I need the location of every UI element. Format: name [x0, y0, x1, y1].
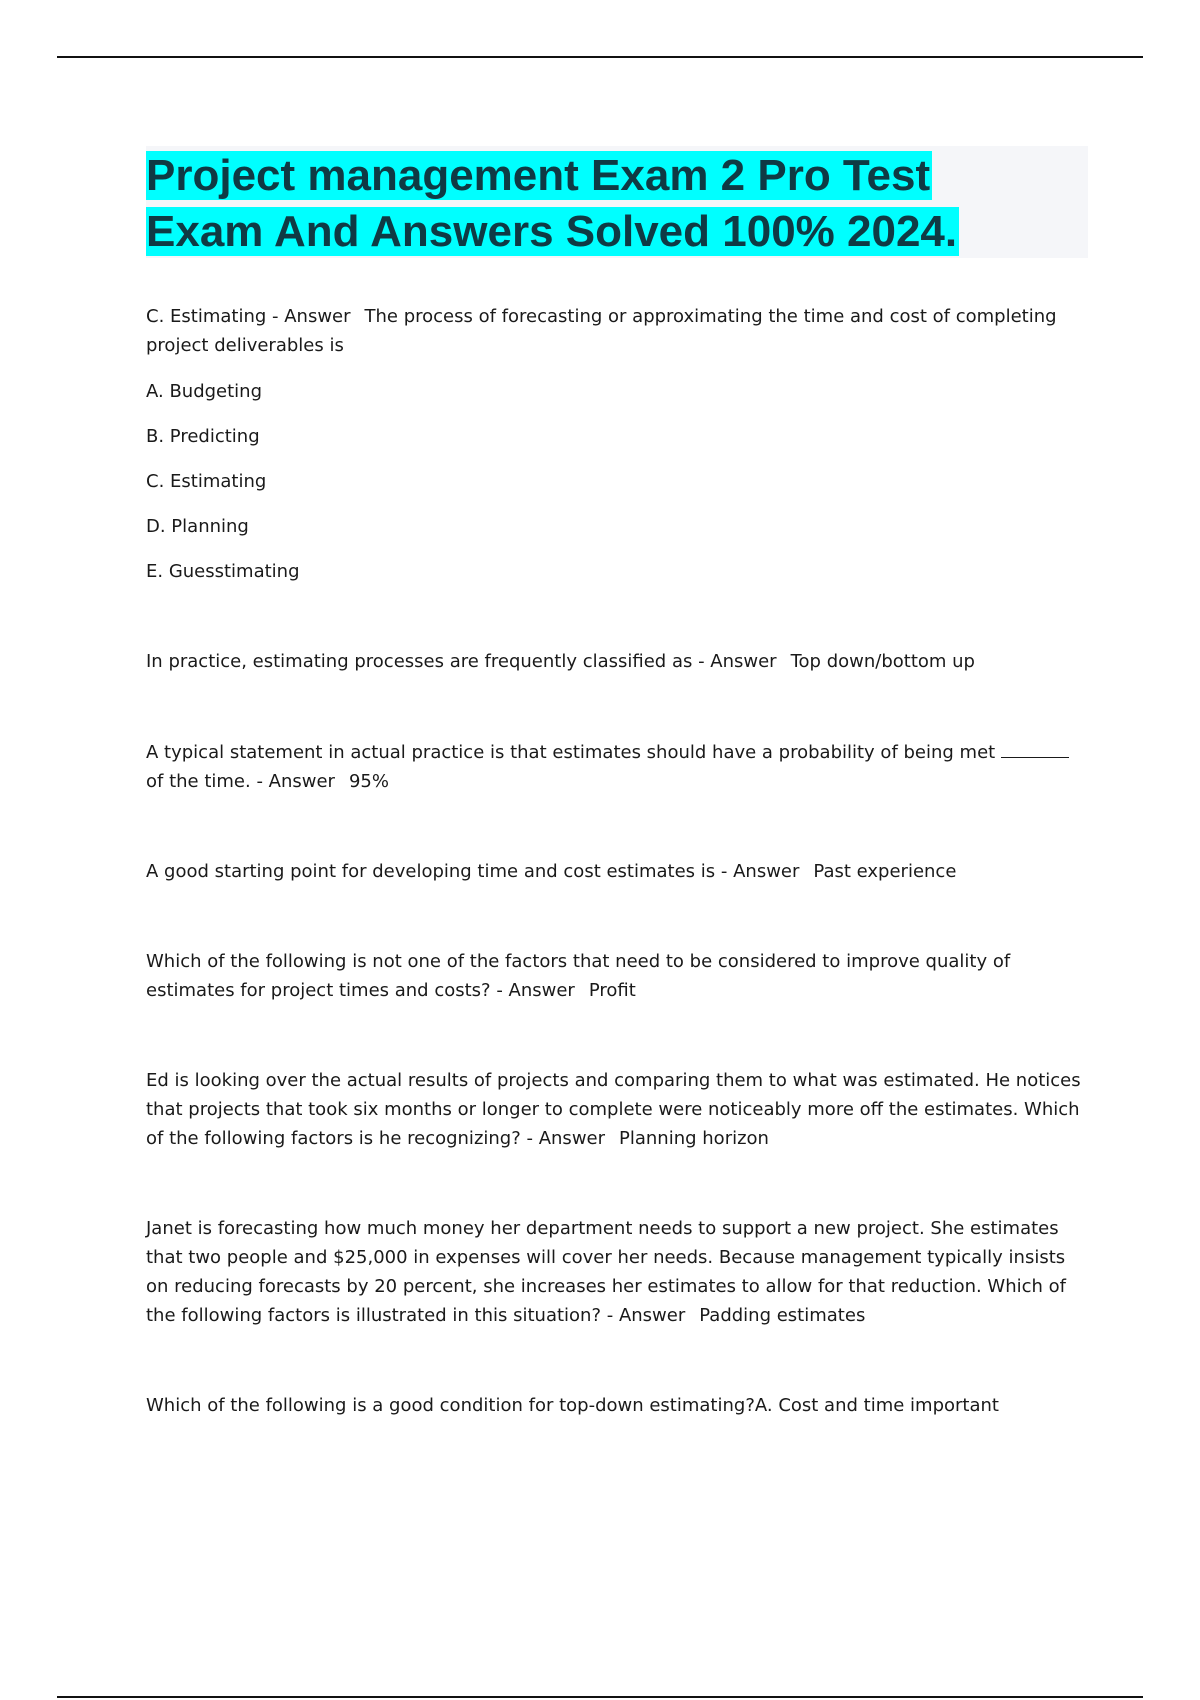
q5-answer: Profit — [588, 980, 636, 1001]
q5-question: Which of the following is not one of the factors that need to be considered to improve quality of estimates for project times and costs? - Answer — [146, 951, 1011, 1001]
q1-option-d: D. Planning — [146, 516, 249, 537]
question-2 — [146, 647, 1086, 676]
q7-question: Janet is forecasting how much money her department needs to support a new project. She estimates that two people and $25,000 in expenses will cover her needs. Because management typically insists on reducing forecasts by 20 percent, she increases her estimates to allow for that reduction. Which of the following factors is illustrated in this situation? - Answer — [146, 1218, 1067, 1326]
q1-option-e: E. Guesstimating — [146, 561, 300, 582]
question-5 — [146, 947, 1086, 1005]
q1-answer-prefix: C. Estimating - Answer — [146, 306, 351, 327]
question-4 — [146, 857, 1086, 886]
document-body — [146, 302, 1086, 1420]
top-rule — [57, 56, 1143, 58]
title-highlight: Project management Exam 2 Pro Test Exam And Answers Solved 100% 2024. — [146, 151, 958, 256]
q3-answer: 95% — [348, 771, 389, 792]
q4-question: A good starting point for developing time and cost estimates is - Answer — [146, 861, 800, 882]
q1-question: The process of forecasting or approximating the time and cost of completing project deliverables is — [146, 306, 1057, 356]
q3-question-start: A typical statement in actual practice is that estimates should have a probability of being met — [146, 742, 996, 763]
bottom-rule — [57, 1696, 1143, 1698]
q6-answer: Planning horizon — [619, 1128, 769, 1149]
q2-question: In practice, estimating processes are frequently classified as - Answer — [146, 651, 777, 672]
q6-question: Ed is looking over the actual results of projects and comparing them to what was estimated. He notices that projects that took six months or longer to complete were noticeably more off the estimates. Which of the following factors is he recognizing? - Answer — [146, 1070, 1081, 1149]
question-1 — [146, 302, 1086, 360]
q7-answer: Padding estimates — [699, 1305, 866, 1326]
q1-option-b: B. Predicting — [146, 426, 260, 447]
q2-answer: Top down/bottom up — [790, 651, 975, 672]
question-3 — [146, 737, 1086, 796]
question-7 — [146, 1214, 1086, 1330]
question-6 — [146, 1066, 1086, 1153]
document-title — [146, 148, 1046, 260]
fill-in-blank — [1001, 737, 1069, 758]
q1-option-a: A. Budgeting — [146, 381, 263, 402]
q3-question-end: of the time. - Answer — [146, 771, 335, 792]
q1-option-c: C. Estimating — [146, 471, 267, 492]
question-8: Which of the following is a good condition for top-down estimating?A. Cost and time important — [146, 1395, 999, 1416]
q4-answer: Past experience — [813, 861, 957, 882]
